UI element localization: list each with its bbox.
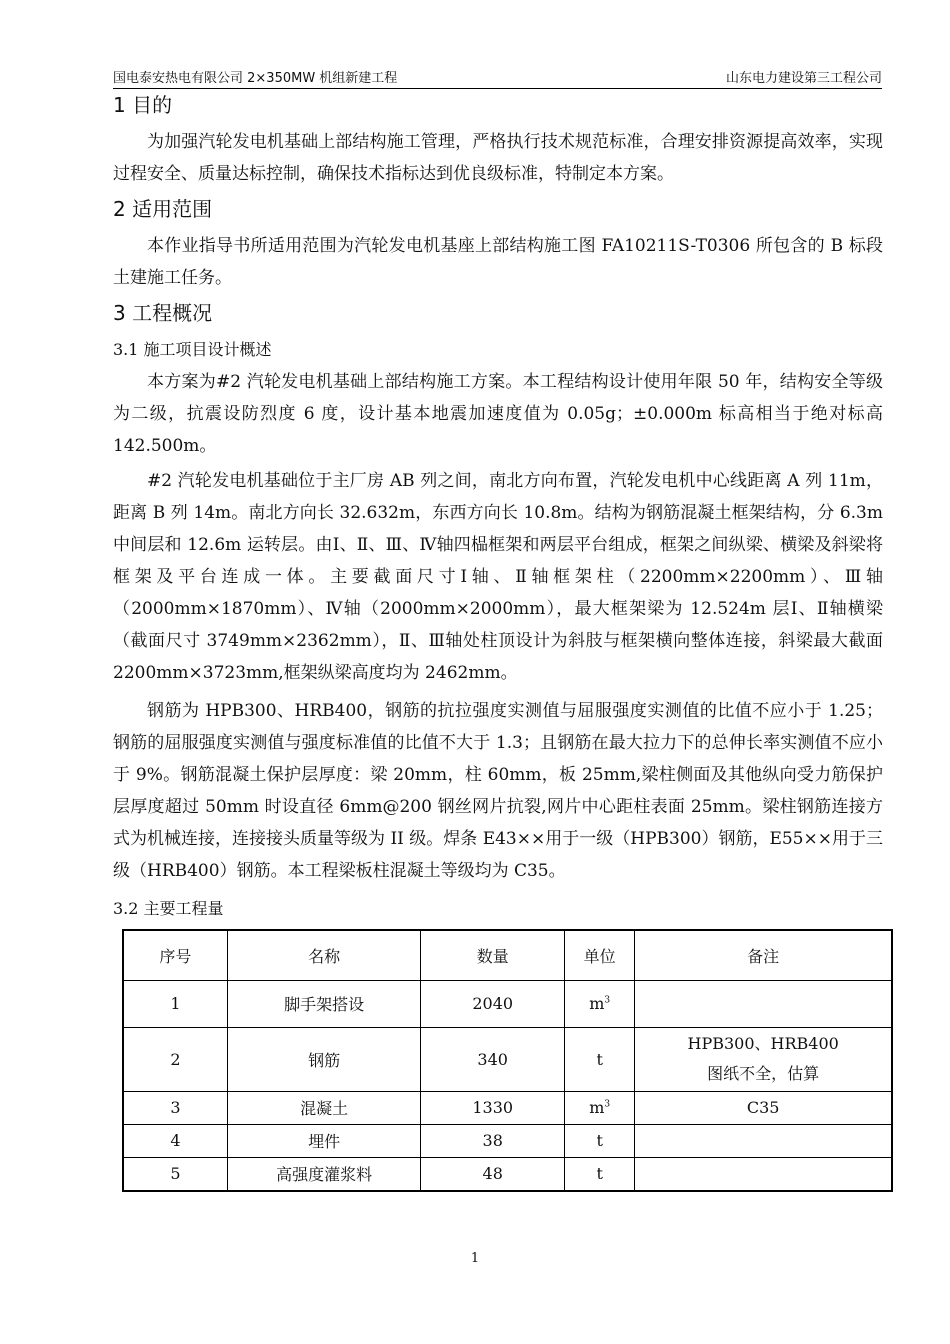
cell-unit: [565, 1091, 635, 1124]
cell-name: 钢筋: [227, 1027, 421, 1091]
page-header: [113, 66, 882, 89]
cell-note: [635, 1027, 892, 1091]
cell-name: 埋件: [227, 1124, 421, 1157]
cell-name: 高强度灌浆料: [227, 1157, 421, 1191]
cell-unit: [565, 1027, 635, 1091]
table-row: [123, 1027, 892, 1091]
section-1-paragraph: 为加强汽轮发电机基础上部结构施工管理，严格执行技术规范标准，合理安排资源提高效率，实现过程安全、质量达标控制，确保技术指标达到优良级标准，特制定本方案。: [113, 132, 883, 184]
section-3-title: 3 工程概况: [113, 301, 213, 325]
section-1-title: 1 目的: [113, 93, 173, 117]
col-header-name: 名称: [227, 930, 421, 980]
cell-unit: [565, 980, 635, 1027]
unit-superscript: 3: [604, 995, 611, 1006]
section-3-1-paragraph-1: 本方案为#2 汽轮发电机基础上部结构施工方案。本工程结构设计使用年限 50 年，结构安全等级为二级，抗震设防烈度 6 度，设计基本地震加速度值为 0.05g；±0.000m 标高相当于绝对标高 142.500m。: [113, 372, 883, 456]
table-header-row: [123, 930, 892, 980]
subsection-3-1-title: 3.1 施工项目设计概述: [113, 340, 272, 359]
cell-no: 1: [123, 980, 227, 1027]
col-header-note: 备注: [635, 930, 892, 980]
unit-text: t: [596, 1164, 603, 1184]
table-row: [123, 1157, 892, 1191]
header-company-name: 山东电力建设第三工程公司: [725, 71, 882, 86]
table-row: [123, 1091, 892, 1124]
cell-no: 4: [123, 1124, 227, 1157]
cell-qty: 48: [421, 1157, 565, 1191]
note-line-2: 图纸不全，估算: [707, 1064, 820, 1083]
cell-no: 2: [123, 1027, 227, 1091]
unit-text: t: [596, 1131, 603, 1150]
col-header-no: 序号: [123, 930, 227, 980]
unit-superscript: 3: [604, 1099, 611, 1110]
cell-no: 3: [123, 1091, 227, 1124]
cell-no: 5: [123, 1157, 227, 1191]
subsection-3-2-title: 3.2 主要工程量: [113, 899, 224, 918]
cell-name: 混凝土: [227, 1091, 421, 1124]
cell-qty: 2040: [421, 980, 565, 1027]
col-header-unit: 单位: [565, 930, 635, 980]
section-3-1-paragraph-2: #2 汽轮发电机基础位于主厂房 AB 列之间，南北方向布置，汽轮发电机中心线距离 A 列 11m，距离 B 列 14m。南北方向长 32.632m，东西方向长 10.8m。结构为钢筋混凝土框架结构，分 6.3m 中间层和 12.6m 运转层。由Ⅰ、Ⅱ、Ⅲ、Ⅳ轴四榀框架和两层平台组成，框架之间纵梁、横梁及斜梁将框架及平台连成一体。主要截面尺寸Ⅰ轴、Ⅱ轴框架柱（2200mm×2200mm）、Ⅲ轴（2000mm×1870mm）、Ⅳ轴（2000mm×2000mm），最大框架梁为 12.524m 层Ⅰ、Ⅱ轴横梁（截面尺寸 3749mm×2362mm），Ⅱ、Ⅲ轴处柱顶设计为斜肢与框架横向整体连接，斜梁最大截面 2200mm×3723mm,框架纵梁高度均为 2462mm。: [113, 471, 883, 683]
unit-text: m: [589, 1098, 605, 1117]
section-3-1-paragraph-3: 钢筋为 HPB300、HRB400，钢筋的抗拉强度实测值与屈服强度实测值的比值不应小于 1.25；钢筋的屈服强度实测值与强度标准值的比值不大于 1.3；且钢筋在最大拉力下的总伸长率实测值不应小于 9%。钢筋混凝土保护层厚度：梁 20mm，柱 60mm，板 25mm,梁柱侧面及其他纵向受力筋保护层厚度超过 50mm 时设直径 6mm@200 钢丝网片抗裂,网片中心距柱表面 25mm。梁柱钢筋连接方式为机械连接，连接接头质量等级为 II 级。焊条 E43××用于一级（HPB300）钢筋，E55××用于三级（HRB400）钢筋。本工程梁板柱混凝土等级均为 C35。: [113, 701, 883, 881]
cell-qty: 1330: [421, 1091, 565, 1124]
cell-note: C35: [635, 1091, 892, 1124]
section-2-paragraph: 本作业指导书所适用范围为汽轮发电机基座上部结构施工图 FA10211S-T0306 所包含的 B 标段土建施工任务。: [113, 236, 883, 288]
cell-note: [635, 1157, 892, 1191]
col-header-qty: 数量: [421, 930, 565, 980]
cell-unit: [565, 1157, 635, 1191]
cell-note: [635, 1124, 892, 1157]
cell-name: 脚手架搭设: [227, 980, 421, 1027]
table-row: [123, 980, 892, 1027]
cell-unit: [565, 1124, 635, 1157]
unit-text: m: [589, 994, 605, 1013]
cell-note: [635, 980, 892, 1027]
table-row: [123, 1124, 892, 1157]
section-2-title: 2 适用范围: [113, 197, 213, 221]
note-line-1: HPB300、HRB400: [687, 1034, 839, 1053]
header-project-name: 国电泰安热电有限公司 2×350MW 机组新建工程: [113, 71, 398, 86]
page-number: 1: [470, 1251, 480, 1266]
quantities-table: [122, 929, 893, 1192]
cell-qty: 340: [421, 1027, 565, 1091]
cell-qty: 38: [421, 1124, 565, 1157]
unit-text: t: [596, 1049, 603, 1069]
